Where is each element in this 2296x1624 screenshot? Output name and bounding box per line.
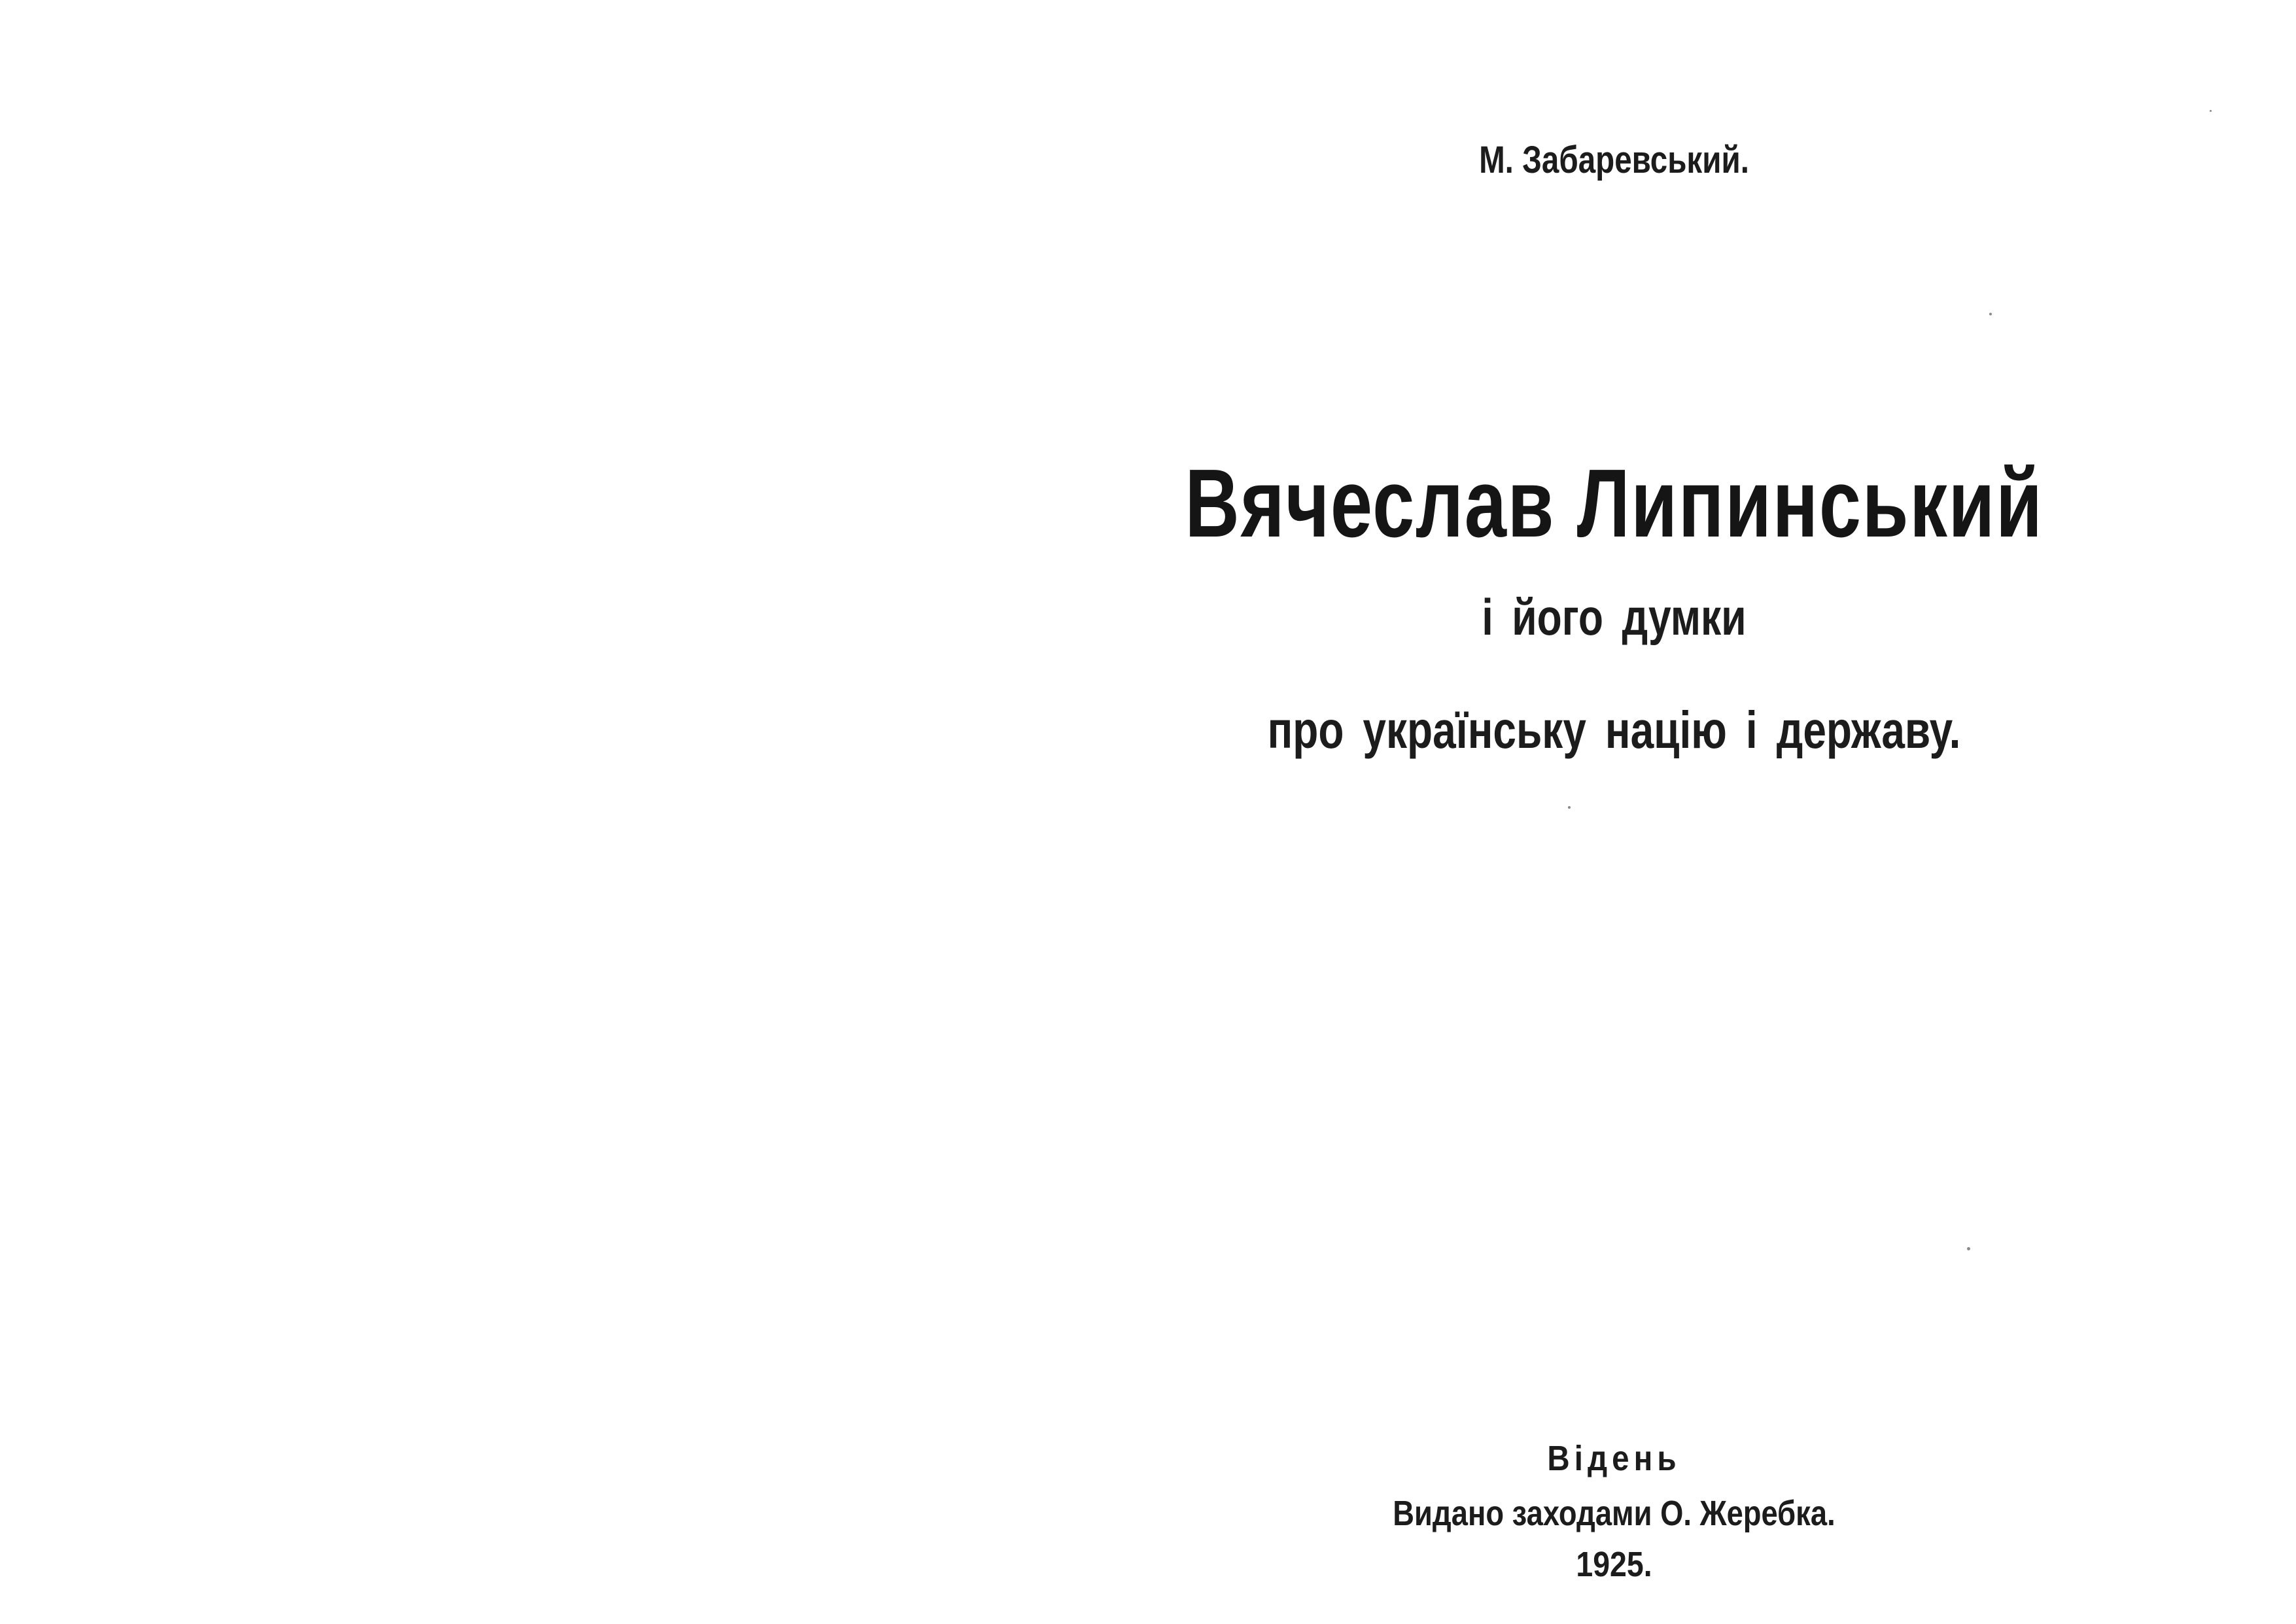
imprint-year: 1925.: [1576, 1545, 1652, 1584]
scan-speck: [2210, 110, 2212, 112]
subtitle-line-1: і його думки: [1482, 588, 1747, 646]
author-name: М. Забаревський.: [1479, 139, 1749, 181]
imprint-city: Відень: [1547, 1439, 1681, 1478]
title-page: [1148, 0, 2296, 1624]
scan-speck: [1967, 1247, 1970, 1250]
scan-speck: [1989, 313, 1992, 315]
scan-speck: [1568, 806, 1571, 809]
subtitle-line-2: про українську націю і державу.: [1267, 701, 1961, 759]
imprint-publisher: Видано заходами О. Жеребка.: [1393, 1494, 1835, 1533]
book-title: Вячеслав Липинський: [1185, 450, 2044, 557]
